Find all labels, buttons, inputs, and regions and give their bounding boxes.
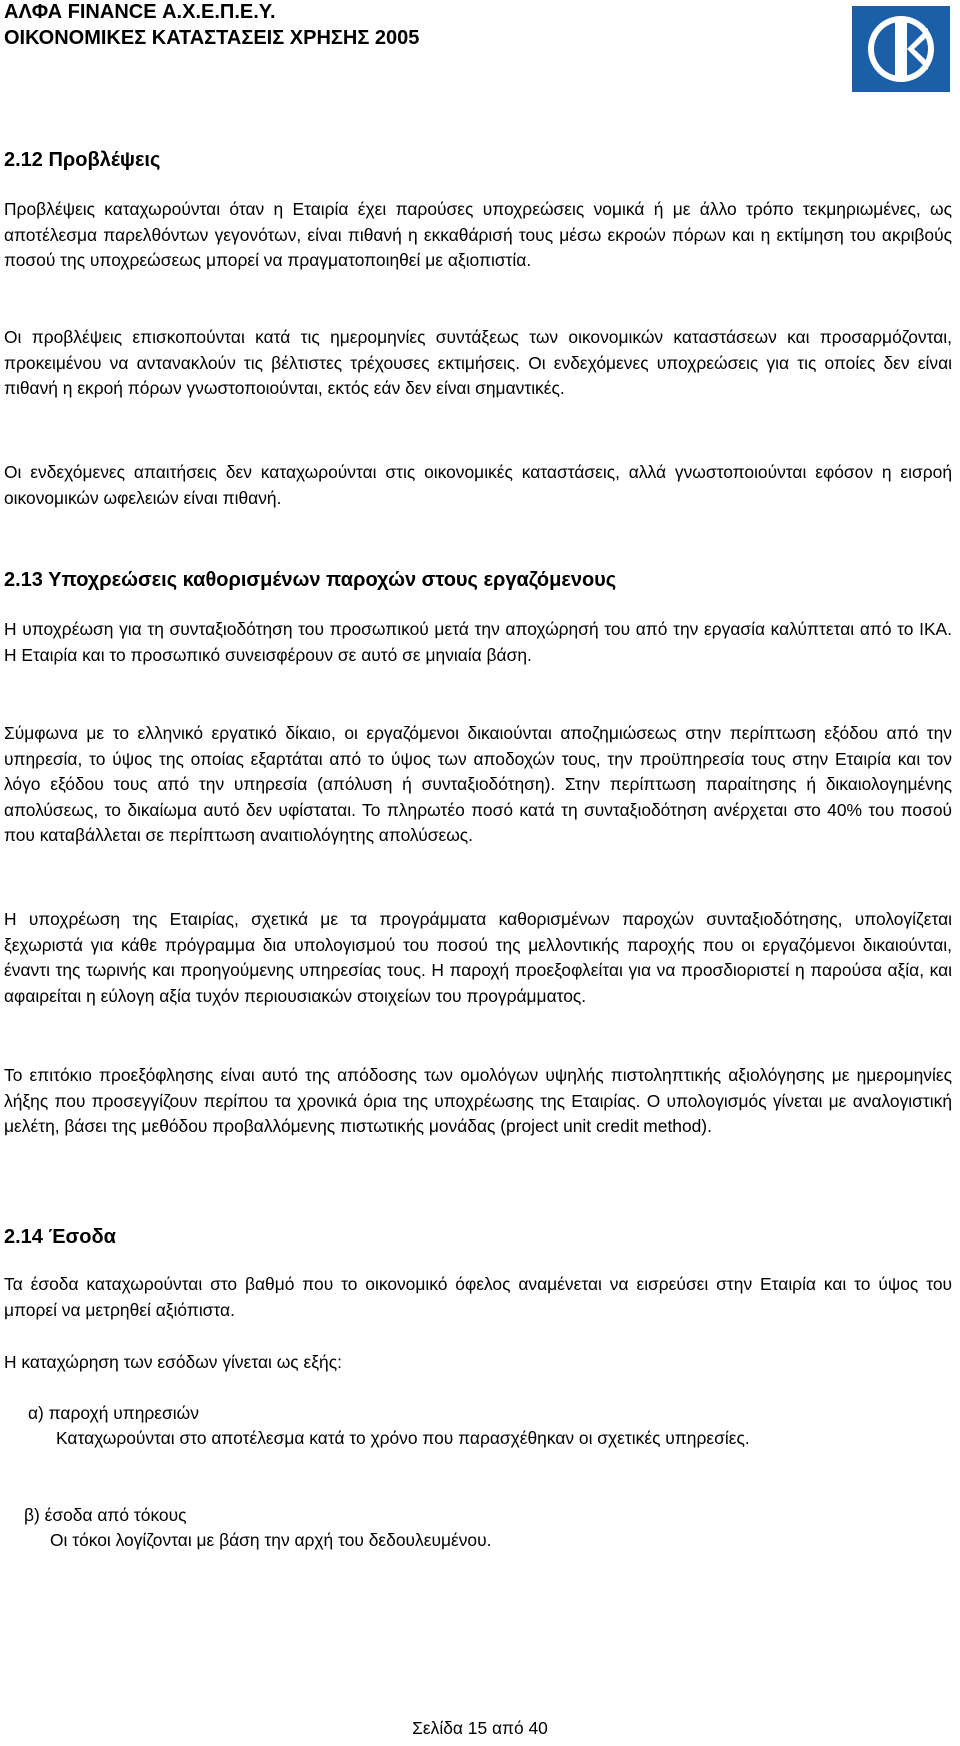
section-2-12-heading: 2.12 Προβλέψεις xyxy=(4,149,161,171)
revenue-item-services-description: Καταχωρούνται στο αποτέλεσμα κατά το χρόνο που παρασχέθηκαν οι σχετικές υπηρεσίες. xyxy=(56,1428,750,1448)
section-2-13-heading: 2.13 Υποχρεώσεις καθορισμένων παροχών στους εργαζόμενους xyxy=(4,569,617,591)
page-number: Σελίδα 15 από 40 xyxy=(412,1718,548,1738)
section-2-14-heading: 2.14 Έσοδα xyxy=(4,1226,116,1248)
revenue-item-interest-description: Οι τόκοι λογίζονται με βάση την αρχή του δεδουλευμένου. xyxy=(50,1530,492,1550)
revenue-item-services-title: α) παροχή υπηρεσιών xyxy=(28,1403,199,1423)
section-2-13-paragraph-4: Το επιτόκιο προεξόφλησης είναι αυτό της απόδοσης των ομολόγων υψηλής πιστοληπτικής αξιολόγησης με ημερομηνίες λήξης που προσεγγίζουν περίπου τα χρονικά όρια της υποχρέωσης της Εταιρίας. Ο υπολογισμός γίνεται με αναλογιστική μελέτη, βάσει της μεθόδου προβαλλόμενης πιστωτικής μονάδας (project unit credit method). xyxy=(4,1065,952,1137)
alpha-bank-logo-icon xyxy=(852,6,950,92)
section-2-14-paragraph-2: Η καταχώρηση των εσόδων γίνεται ως εξής: xyxy=(4,1352,342,1372)
revenue-item-interest-title: β) έσοδα από τόκους xyxy=(24,1505,187,1525)
section-2-13-paragraph-3: Η υποχρέωση της Εταιρίας, σχετικά με τα προγράμματα καθορισμένων παροχών συνταξιοδότησης, υπολογίζεται ξεχωριστά για κάθε πρόγραμμα δια υπολογισμού του ποσού της μελλοντικής παροχής που οι εργαζόμενοι δικαιούνται, έναντι της τωρινής και προηγούμενης υπηρεσίας τους. Η παροχή προεξοφλείται για να προσδιοριστεί η παρούσα αξία, και αφαιρείται η εύλογη αξία τυχόν περιουσιακών στοιχείων του προγράμματος. xyxy=(4,909,952,1006)
section-2-12-paragraph-3: Οι ενδεχόμενες απαιτήσεις δεν καταχωρούνται στις οικονομικές καταστάσεις, αλλά γνωστοποιούνται εφόσον η εισροή οικονομικών ωφελειών είναι πιθανή. xyxy=(4,462,952,508)
section-2-12-paragraph-1: Προβλέψεις καταχωρούνται όταν η Εταιρία έχει παρούσες υποχρεώσεις νομικά ή με άλλο τρόπο τεκμηριωμένες, ως αποτέλεσμα παρελθόντων γεγονότων, είναι πιθανή η εκκαθάρισή τους μέσω εκροών πόρων και η εκτίμηση του ακριβούς ποσού της υποχρεώσεως μπορεί να πραγματοποιηθεί με αξιοπιστία. xyxy=(4,199,952,271)
section-2-12-paragraph-2: Οι προβλέψεις επισκοπούνται κατά τις ημερομηνίες συντάξεως των οικονομικών καταστάσεων και προσαρμόζονται, προκειμένου να αντανακλούν τις βέλτιστες τρέχουσες εκτιμήσεις. Οι ενδεχόμενες υποχρεώσεις για τις οποίες δεν είναι πιθανή η εκροή πόρων γνωστοποιούνται, εκτός εάν δεν είναι σημαντικές. xyxy=(4,327,952,399)
company-name: ΑΛΦΑ FINANCE Α.Χ.Ε.Π.Ε.Υ. xyxy=(4,1,276,23)
section-2-13-paragraph-1: Η υποχρέωση για τη συνταξιοδότηση του προσωπικού μετά την αποχώρησή του από την εργασία καλύπτεται από το ΙΚΑ. Η Εταιρία και το προσωπικό συνεισφέρουν σε αυτό σε μηνιαία βάση. xyxy=(4,619,952,665)
section-2-13-paragraph-2: Σύμφωνα με το ελληνικό εργατικό δίκαιο, οι εργαζόμενοι δικαιούνται αποζημιώσεως στην περίπτωση εξόδου από την υπηρεσία, το ύψος της οποίας εξαρτάται από το ύψος των αποδοχών τους, την προϋπηρεσία τους στην Εταιρία και τον λόγο εξόδου τους από την υπηρεσία (απόλυση ή συνταξιοδότηση). Στην περίπτωση παραίτησης ή δικαιολογημένης απολύσεως, το δικαίωμα αυτό δεν υφίσταται. Το πληρωτέο ποσό κατά τη συνταξιοδότηση ανέρχεται στο 40% του ποσού που καταβάλλεται σε περίπτωση αναιτιολόγητης απολύσεως. xyxy=(4,723,952,846)
section-2-14-paragraph-1: Τα έσοδα καταχωρούνται στο βαθμό που το οικονομικό όφελος αναμένεται να εισρεύσει στην Εταιρία και το ύψος του μπορεί να μετρηθεί αξιόπιστα. xyxy=(4,1274,952,1320)
report-title: ΟΙΚΟΝΟΜΙΚΕΣ ΚΑΤΑΣΤΑΣΕΙΣ ΧΡΗΣΗΣ 2005 xyxy=(4,27,420,49)
